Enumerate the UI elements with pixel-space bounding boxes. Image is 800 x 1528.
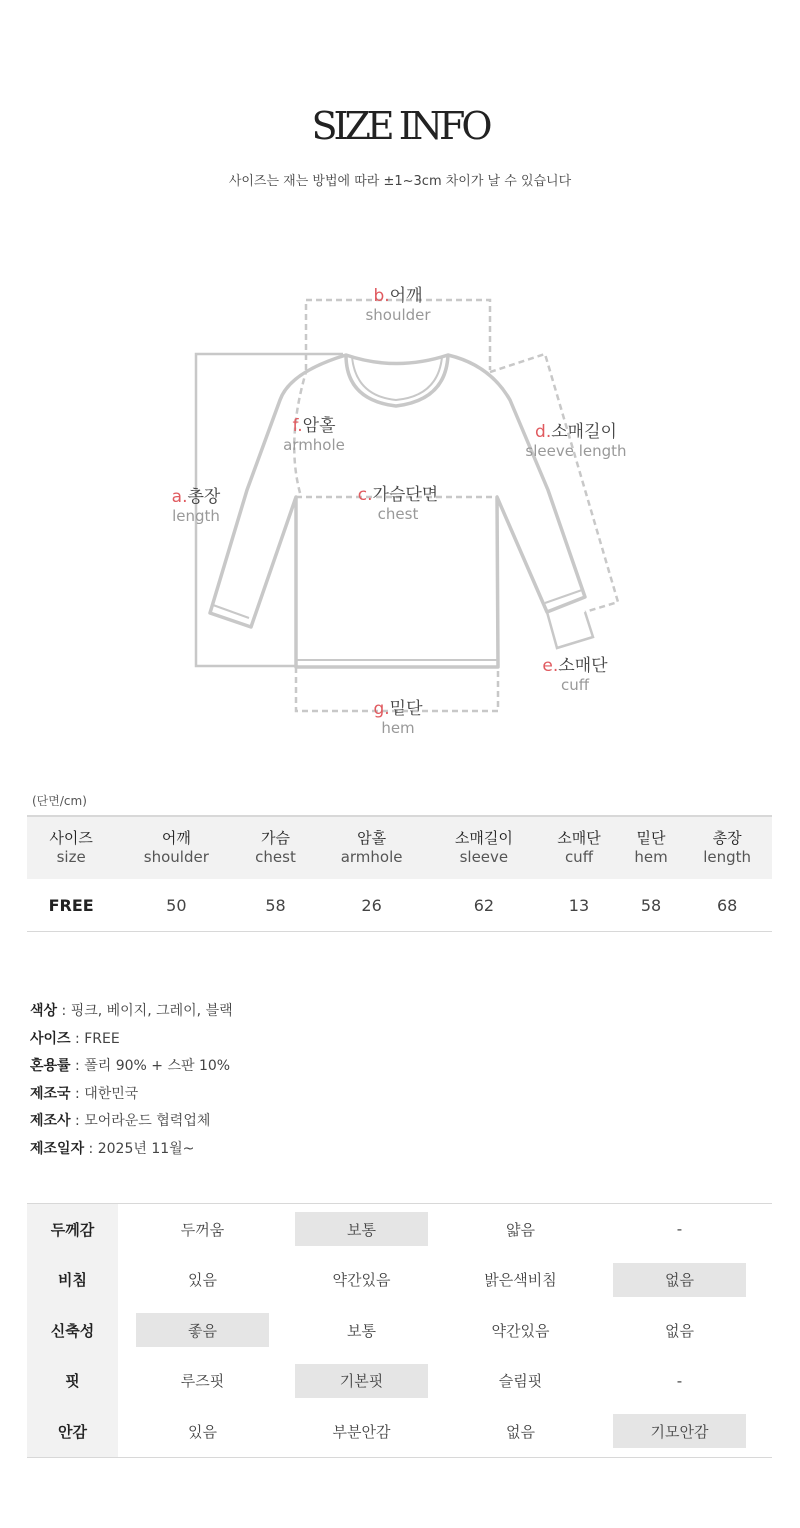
fabric-option-selected: 없음	[613, 1263, 746, 1297]
fabric-option-selected: 좋음	[136, 1313, 269, 1347]
fabric-row-label: 비침	[27, 1255, 118, 1306]
fabric-option: 약간있음	[332, 1271, 391, 1290]
fabric-row-stretch	[27, 1305, 772, 1356]
fabric-option: 보통	[347, 1321, 376, 1340]
fabric-option: 부분안감	[332, 1422, 391, 1441]
hem-cell: 58	[620, 879, 683, 932]
sleeve-length-guide	[490, 354, 618, 612]
column-header: 암홀 armhole	[314, 816, 430, 879]
label-length: a.총장 length	[171, 487, 221, 525]
fabric-option-selected: 기본핏	[295, 1364, 428, 1398]
fabric-option: -	[676, 1220, 683, 1239]
fabric-option-selected: 기모안감	[613, 1414, 746, 1448]
fabric-option: 있음	[188, 1271, 217, 1290]
fabric-option: 밝은색비침	[484, 1271, 557, 1290]
product-info	[30, 1000, 233, 1165]
fabric-option: 없음	[665, 1321, 694, 1340]
column-header: 어깨 shoulder	[115, 816, 237, 879]
size-disclaimer: 사이즈는 재는 방법에 따라 ±1~3cm 차이가 날 수 있습니다	[228, 174, 572, 189]
fabric-option: 슬림핏	[498, 1372, 543, 1391]
label-chest: c.가슴단면 chest	[357, 485, 439, 523]
size-table	[27, 815, 772, 932]
column-header: 소매단 cuff	[538, 816, 620, 879]
chest-cell: 58	[237, 879, 313, 932]
fabric-option: 얇음	[506, 1220, 535, 1239]
armhole-cell: 26	[314, 879, 430, 932]
fabric-row-label: 두께감	[27, 1204, 118, 1255]
label-cuff: e.소매단 cuff	[542, 656, 608, 694]
fabric-table	[27, 1203, 772, 1458]
cuff-cell: 13	[538, 879, 620, 932]
table-row	[27, 879, 772, 932]
column-header: 가슴 chest	[237, 816, 313, 879]
fabric-row-thickness	[27, 1204, 772, 1255]
label-shoulder: b.어깨 shoulder	[365, 286, 431, 324]
length-cell: 68	[682, 879, 772, 932]
info-manufacturer: 제조사 : 모어라운드 협력업체	[30, 1113, 211, 1129]
page-title: SIZE INFO	[311, 104, 489, 148]
fabric-row-fit	[27, 1356, 772, 1407]
sleeve-cell: 62	[430, 879, 539, 932]
label-armhole: f.암홀 armhole	[283, 416, 345, 454]
fabric-option: 있음	[188, 1422, 217, 1441]
shoulder-cell: 50	[115, 879, 237, 932]
column-header: 밑단 hem	[620, 816, 683, 879]
column-header: 사이즈 size	[27, 816, 115, 879]
fabric-option: -	[676, 1371, 683, 1390]
size-table-header-row	[27, 816, 772, 879]
fabric-row-label: 신축성	[27, 1305, 118, 1356]
info-material: 혼용률 : 폴리 90% + 스판 10%	[30, 1058, 231, 1074]
fabric-option: 두꺼움	[180, 1220, 225, 1239]
fabric-option: 약간있음	[491, 1321, 550, 1340]
column-header: 소매길이 sleeve	[430, 816, 539, 879]
fabric-row-lining	[27, 1406, 772, 1457]
fabric-row-label: 핏	[27, 1356, 118, 1407]
label-sleeve-length: d.소매길이 sleeve length	[525, 422, 627, 460]
size-cell: FREE	[27, 879, 115, 932]
info-date: 제조일자 : 2025년 11월~	[30, 1140, 195, 1157]
fabric-row-sheerness	[27, 1255, 772, 1306]
info-country: 제조국 : 대한민국	[30, 1085, 139, 1102]
info-size: 사이즈 : FREE	[30, 1030, 120, 1047]
fabric-row-label: 안감	[27, 1406, 118, 1457]
cuff-guide	[547, 612, 593, 648]
fabric-option-selected: 보통	[295, 1212, 428, 1246]
fabric-option: 루즈핏	[180, 1372, 225, 1391]
fabric-option: 없음	[506, 1422, 535, 1441]
size-unit-note: (단면/cm)	[32, 794, 87, 808]
label-hem: g.밑단 hem	[373, 699, 423, 737]
column-header: 총장 length	[682, 816, 772, 879]
info-color: 색상 : 핑크, 베이지, 그레이, 블랙	[30, 1003, 233, 1019]
